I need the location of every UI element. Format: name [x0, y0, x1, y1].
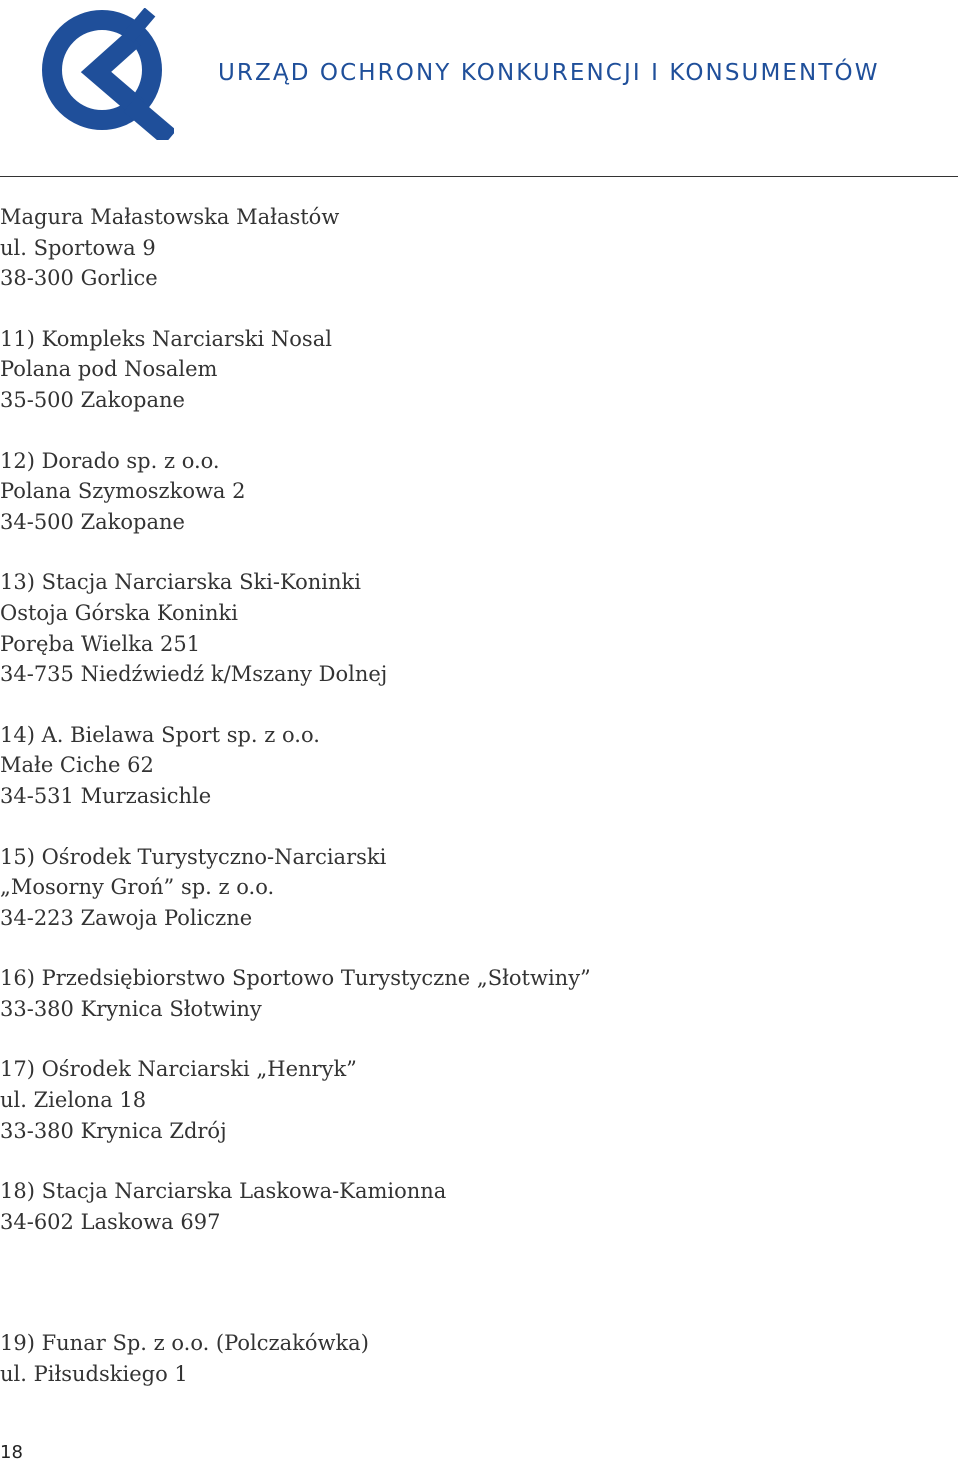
list-item: [0, 202, 940, 294]
entry-line: Małe Ciche 62: [0, 753, 154, 778]
entry-line: ul. Zielona 18: [0, 1088, 147, 1113]
entry-line: 14) A. Bielawa Sport sp. z o.o.: [0, 722, 320, 747]
entry-line: 15) Ośrodek Turystyczno-Narciarski: [0, 844, 387, 869]
list-item: [0, 842, 940, 934]
list-item: [0, 720, 940, 812]
header-divider: [0, 176, 958, 177]
entry-line: 13) Stacja Narciarska Ski-Koninki: [0, 570, 361, 595]
list-item: [0, 446, 940, 538]
entry-line: 12) Dorado sp. z o.o.: [0, 448, 220, 473]
list-item: [0, 567, 940, 689]
page-header: [0, 0, 960, 180]
list-item: [0, 1054, 940, 1146]
address-list: [0, 202, 940, 1390]
entry-line: Polana pod Nosalem: [0, 357, 218, 382]
entry-line: „Mosorny Groń” sp. z o.o.: [0, 875, 275, 900]
list-item: [0, 963, 940, 1024]
entry-line: Poręba Wielka 251: [0, 631, 201, 656]
entry-line: 17) Ośrodek Narciarski „Henryk”: [0, 1057, 357, 1082]
entry-line: 34-223 Zawoja Policzne: [0, 905, 253, 930]
entry-line: 38-300 Gorlice: [0, 266, 158, 291]
entry-line: ul. Piłsudskiego 1: [0, 1362, 188, 1387]
entry-line: 19) Funar Sp. z o.o. (Polczakówka): [0, 1331, 369, 1356]
uokik-logo-icon: [38, 8, 174, 140]
entry-line: 18) Stacja Narciarska Laskowa-Kamionna: [0, 1179, 447, 1204]
entry-line: Ostoja Górska Koninki: [0, 600, 238, 625]
list-item: [0, 324, 940, 416]
organization-name: URZĄD OCHRONY KONKURENCJI I KONSUMENTÓW: [218, 60, 880, 86]
list-item: [0, 1176, 940, 1237]
entry-line: 34-531 Murzasichle: [0, 783, 212, 808]
entry-line: 34-735 Niedźwiedź k/Mszany Dolnej: [0, 662, 388, 687]
entry-line: ul. Sportowa 9: [0, 235, 156, 260]
entry-line: 35-500 Zakopane: [0, 387, 185, 412]
entry-line: 16) Przedsiębiorstwo Sportowo Turystyczne „Słotwiny”: [0, 966, 591, 991]
entry-line: 34-500 Zakopane: [0, 509, 185, 534]
entry-line: 33-380 Krynica Zdrój: [0, 1118, 227, 1143]
list-item: [0, 1328, 940, 1389]
entry-line: 33-380 Krynica Słotwiny: [0, 996, 262, 1021]
page-number: 18: [0, 1442, 23, 1463]
entry-line: Polana Szymoszkowa 2: [0, 479, 246, 504]
entry-line: Magura Małastowska Małastów: [0, 205, 340, 229]
entry-line: 11) Kompleks Narciarski Nosal: [0, 326, 332, 351]
entry-line: 34-602 Laskowa 697: [0, 1209, 221, 1234]
